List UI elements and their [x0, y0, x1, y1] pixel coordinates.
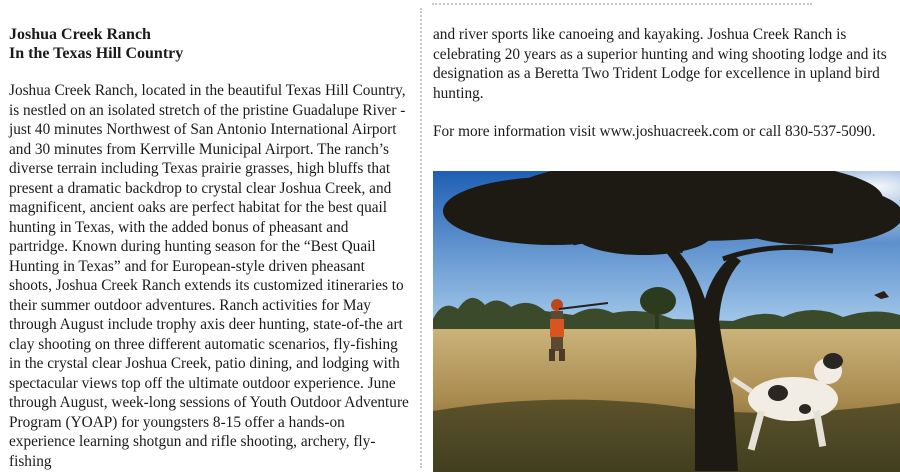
top-dotted-rule: [432, 3, 812, 5]
photo-illustration: [433, 171, 900, 472]
left-column: [9, 25, 411, 471]
article-paragraph-1-continued: and river sports like canoeing and kayaking. Joshua Creek Ranch is celebrating 20 years as a superior hunting and wing shooting lodge and its designation as a Beretta Two Trident Lodge for excellence in upland bird hunting.: [433, 26, 887, 102]
contact-paragraph: For more information visit www.joshuacreek.com or call 830-537-5090.: [433, 123, 876, 140]
article-paragraph-1: Joshua Creek Ranch, located in the beautiful Texas Hill Country, is nestled on an isolated stretch of the pristine Guadalupe River - just 40 minutes Northwest of San Antonio International Airport and 30 minutes from Kerrville Municipal Airport. The ranch’s diverse terrain including Texas prairie grasses, high bluffs that present a dramatic backdrop to crystal clear Joshua Creek, and magnificent, ancient oaks are perfect habitat for the best quail hunting in Texas, with the added bonus of pheasant and partridge. Known during hunting season for the “Best Quail Hunting in Texas” and for European-style driven pheasant shoots, Joshua Creek Ranch extends its customized itineraries to their summer outdoor adventures. Ranch activities for May through August include trophy axis deer hunting, state-of-the art clay shooting on three different automatic scenarios, fly-fishing in the crystal clear Joshua Creek, patio dining, and lodging with spectacular views top off the ultimate outdoor experience. June through August, week-long sessions of Youth Outdoor Adventure Program (YOAP) for youngsters 8-15 offer a hands-on experience learning shotgun and rifle shooting, archery, fly-fishing: [9, 82, 409, 470]
ranch-hunting-photo: [433, 171, 900, 472]
article-title: [9, 25, 411, 63]
title-line-2: In the Texas Hill Country: [9, 45, 184, 62]
right-column: [433, 25, 893, 142]
column-divider: [420, 8, 422, 468]
oak-canopy: [443, 171, 900, 255]
title-line-1: Joshua Creek Ranch: [9, 26, 151, 43]
